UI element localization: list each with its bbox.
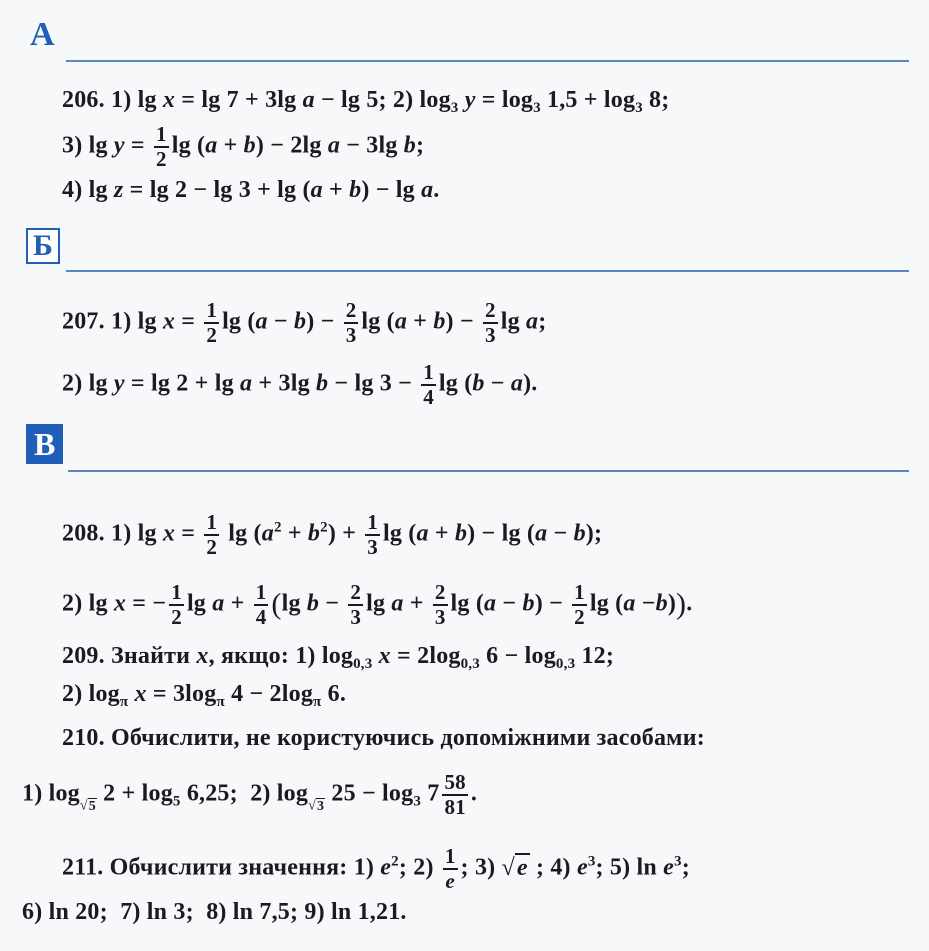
problem-211-line-1: 211. Обчислити значення: 1) $e^2$; 2) $\frac{1}{e}$ ; 3) √e ; 4) $e^3$; 5) $\ln e^3$;	[62, 844, 690, 893]
problem-206-line-3: 4) lg z = lg 2 − lg 3 + lg (a + b) − lg a.	[62, 177, 440, 203]
section-a-rule	[66, 60, 909, 62]
problem-206-line-1: 206. 1) lg x = lg 7 + 3lg a − lg 5; 2) $\log_3 y = \log_3 1,5 + \log_3 8$;	[62, 87, 670, 116]
problem-210-line-1: 210. Обчислити, не користуючись допоміжними засобами:	[62, 725, 705, 751]
problem-206-line-2: 3) lg y = $\frac{1}{2}$ lg (a + b) − 2lg a − 3lg b;	[62, 122, 425, 171]
section-a-heading: А	[30, 16, 55, 53]
problem-208-line-2: 2) lg x = − $\frac{1}{2}$ lg a + $\frac{1}{4}$ (lg b − $\frac{2}{3}$ lg a + $\frac{2}{3}$ lg (a − b) − $\frac{1}{2}$ lg (a −b)).	[62, 580, 693, 629]
section-b-rule	[66, 270, 909, 272]
problem-211-line-2: 6) ln 20; 7) ln 3; 8) ln 7,5; 9) ln 1,21.	[22, 899, 407, 925]
problem-207-line-1: 207. 1) lg x = $\frac{1}{2}$ lg (a − b) − $\frac{2}{3}$ lg (a + b) − $\frac{2}{3}$ lg a;	[62, 298, 547, 347]
problem-210-line-2: 1) $\log_{√5} 2 + \log_5 6,25$; 2) $\log_{√3} 25 - \log_3 7$ $\frac{58}{81}$ .	[22, 770, 478, 819]
section-v-rule	[68, 470, 909, 472]
problem-209-line-2: 2) $\log_\pi x = 3\log_\pi$ $4 - 2\log_\pi$ 6.	[62, 681, 347, 710]
problem-207-line-2: 2) lg y = lg 2 + lg a + 3lg b − lg 3 − $\frac{1}{4}$ lg (b − a).	[62, 360, 538, 409]
section-v-heading: В	[26, 424, 63, 464]
problem-208-line-1: 208. 1) lg x = $\frac{1}{2}$ $\lg (a^2 + b^2)$ + $\frac{1}{3}$ lg (a + b) − lg (a − b);	[62, 510, 603, 559]
section-b-heading: Б	[26, 228, 60, 264]
problem-209-line-1: 209. Знайти x, якщо: 1) $\log_{0,3} x = 2\log_{0,3}$ $6 - \log_{0,3} 12$;	[62, 643, 615, 672]
